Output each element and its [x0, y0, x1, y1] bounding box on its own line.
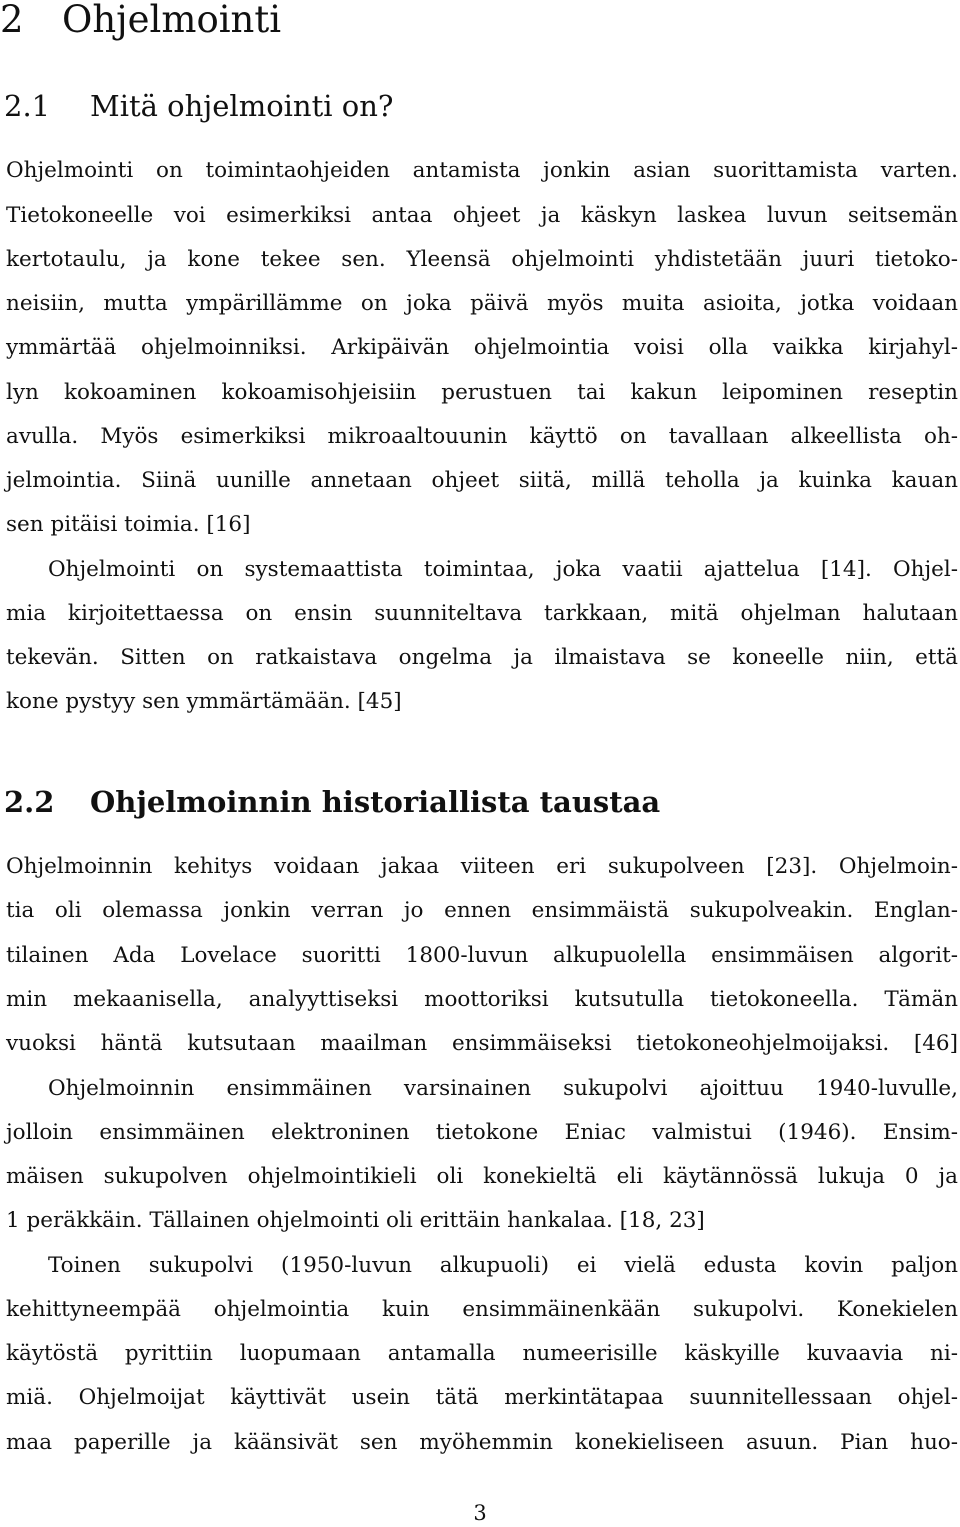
- paragraph-line: ymmärtää ohjelmoinniksi. Arkipäivän ohjelmointia voisi olla vaikka kirjahyl-: [6, 335, 958, 360]
- paragraph-line: Toinen sukupolvi (1950-luvun alkupuoli) ei vielä edusta kovin paljon: [48, 1253, 958, 1278]
- paragraph-line: min mekaanisella, analyyttiseksi moottoriksi kutsutulla tietokoneella. Tämän: [6, 987, 958, 1012]
- paragraph-line: tilainen Ada Lovelace suoritti 1800-luvun alkupuolella ensimmäisen algorit-: [6, 943, 958, 968]
- paragraph-line: avulla. Myös esimerkiksi mikroaaltouunin käyttö on tavallaan alkeellista oh-: [6, 424, 958, 449]
- paragraph-line: tekevän. Sitten on ratkaistava ongelma ja ilmaistava se koneelle niin, että: [6, 645, 958, 670]
- section-title: Ohjelmoinnin historiallista taustaa: [90, 785, 661, 819]
- paragraph-line: jelmointia. Siinä uunille annetaan ohjeet siitä, millä teholla ja kuinka kauan: [6, 468, 958, 493]
- paragraph-line: neisiin, mutta ympärillämme on joka päivä myös muita asioita, jotka voidaan: [6, 291, 958, 316]
- chapter-heading: [0, 0, 281, 40]
- paragraph-line: vuoksi häntä kutsutaan maailman ensimmäiseksi tietokoneohjelmoijaksi. [46]: [6, 1031, 958, 1056]
- paragraph-line: lyn kokoaminen kokoamisohjeisiin perustuen tai kakun leipominen reseptin: [6, 380, 958, 405]
- paragraph-line: mäisen sukupolven ohjelmointikieli oli konekieltä eli käytännössä lukuja 0 ja: [6, 1164, 958, 1189]
- section-heading-2-2: [4, 784, 660, 820]
- paragraph-line: kone pystyy sen ymmärtämään. [45]: [6, 689, 402, 714]
- section-heading-2-1: [4, 88, 393, 124]
- paragraph-line: Ohjelmoinnin kehitys voidaan jakaa viiteen eri sukupolveen [23]. Ohjelmoin-: [6, 854, 958, 879]
- paragraph-line: jolloin ensimmäinen elektroninen tietokone Eniac valmistui (1946). Ensim-: [6, 1120, 958, 1145]
- paragraph-line: tia oli olemassa jonkin verran jo ennen ensimmäistä sukupolveakin. Englan-: [6, 898, 958, 923]
- paragraph-line: miä. Ohjelmoijat käyttivät usein tätä merkintätapaa suunnitellessaan ohjel-: [6, 1385, 958, 1410]
- paragraph-line: käytöstä pyrittiin luopumaan antamalla numeerisille käskyille kuvaavia ni-: [6, 1341, 958, 1366]
- paragraph-line: sen pitäisi toimia. [16]: [6, 512, 251, 537]
- section-title: Mitä ohjelmointi on?: [90, 89, 394, 123]
- section-number: 2.2: [4, 785, 55, 819]
- section-number: 2.1: [4, 89, 51, 123]
- chapter-number: 2: [0, 0, 24, 41]
- paragraph-line: 1 peräkkäin. Tällainen ohjelmointi oli erittäin hankalaa. [18, 23]: [6, 1208, 705, 1233]
- paragraph-line: kertotaulu, ja kone tekee sen. Yleensä ohjelmointi yhdistetään juuri tietoko-: [6, 247, 958, 272]
- paragraph-line: maa paperille ja käänsivät sen myöhemmin konekieliseen asuun. Pian huo-: [6, 1430, 958, 1455]
- paragraph-line: mia kirjoitettaessa on ensin suunniteltava tarkkaan, mitä ohjelman halutaan: [6, 601, 958, 626]
- paragraph-line: Ohjelmointi on toimintaohjeiden antamista jonkin asian suorittamista varten.: [6, 158, 958, 183]
- chapter-title: Ohjelmointi: [62, 0, 282, 41]
- paragraph-line: Ohjelmointi on systemaattista toimintaa, joka vaatii ajattelua [14]. Ohjel-: [48, 557, 958, 582]
- paragraph-line: Tietokoneelle voi esimerkiksi antaa ohjeet ja käskyn laskea luvun seitsemän: [6, 203, 958, 228]
- paragraph-line: Ohjelmoinnin ensimmäinen varsinainen sukupolvi ajoittuu 1940-luvulle,: [48, 1076, 958, 1101]
- paragraph-line: kehittyneempää ohjelmointia kuin ensimmäinenkään sukupolvi. Konekielen: [6, 1297, 958, 1322]
- page-number: 3: [473, 1501, 487, 1525]
